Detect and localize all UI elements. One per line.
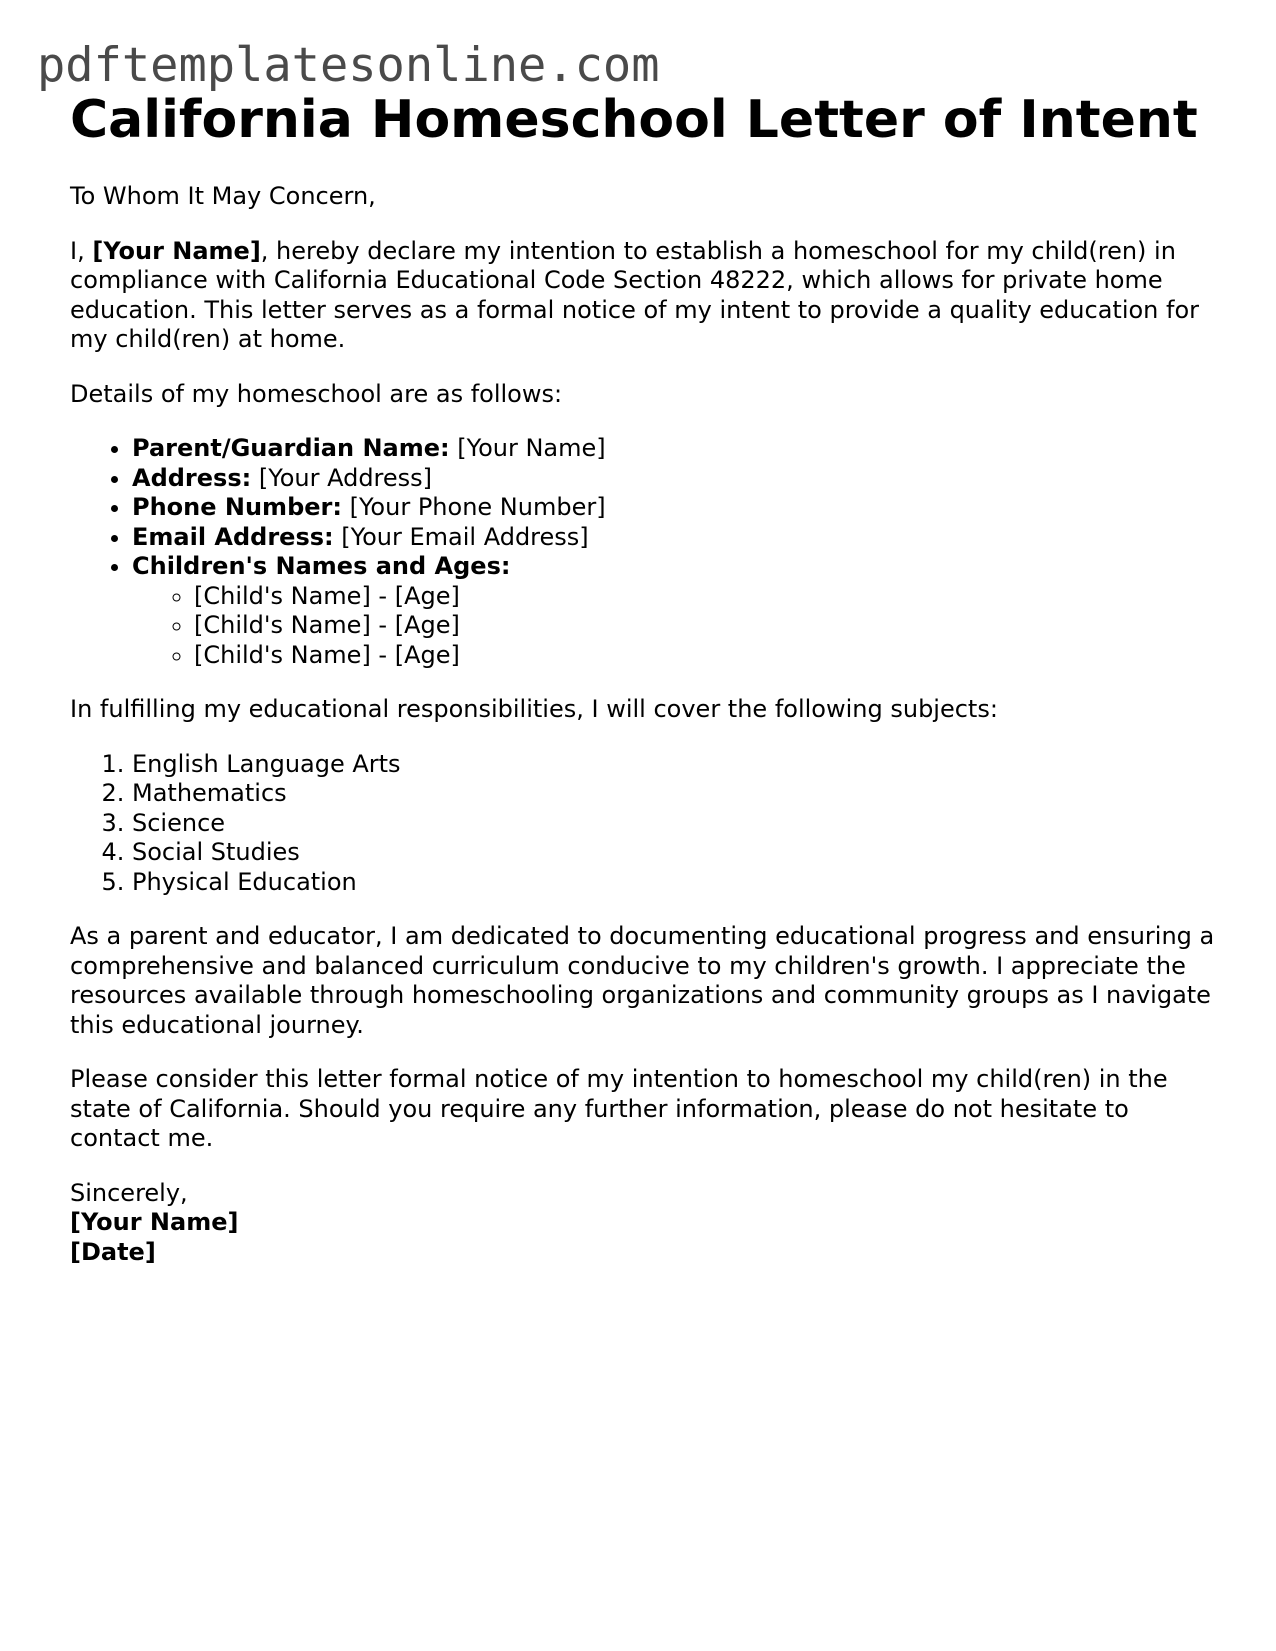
child-item: ◦ [Child's Name] - [Age] [194, 582, 1220, 612]
subject-item: 5. Physical Education [132, 868, 1220, 898]
commitment-paragraph: As a parent and educator, I am dedicated to documenting educational progress and ensuring a comprehensive and balanced curriculum conducive to my children's growth. I appreciate the resources available through homeschooling organizations and community groups as I navigate this educational journey. [70, 922, 1215, 1039]
subjects-lead: In fulfilling my educational responsibilities, I will cover the following subjects: [70, 695, 998, 723]
detail-label: Parent/Guardian Name: [132, 434, 450, 462]
subject-item: 4. Social Studies [132, 838, 1220, 868]
signoff-name: [Your Name] [70, 1208, 239, 1236]
details-lead: Details of my homeschool are as follows: [70, 379, 563, 408]
subjects-list [70, 750, 1220, 898]
intro-body: , hereby declare my intention to establish a homeschool for my child(ren) in compliance with California Educational Code Section 48222, which allows for private home education. This letter serves as a formal notice of my intent to provide a quality education for my child(ren) at home. [70, 236, 1200, 353]
subject-item: 2. Mathematics [132, 779, 1220, 809]
signoff-date: [Date] [70, 1237, 156, 1266]
intro-name-placeholder: [Your Name] [92, 236, 261, 265]
intro-prefix: I, [70, 236, 93, 265]
watermark-text: pdftemplatesonline.com [37, 38, 660, 93]
list-item [132, 493, 1220, 523]
detail-label: Email Address: [132, 522, 334, 551]
child-item: ◦ [Child's Name] - [Age] [194, 611, 1220, 641]
greeting: To Whom It May Concern, [70, 182, 376, 210]
detail-label: Children's Names and Ages: [132, 552, 511, 580]
closing-paragraph: Please consider this letter formal notice of my intention to homeschool my child(ren) in the state of California. Should you require any further information, please do not hesitate to contact me. [70, 1065, 1168, 1152]
subject-item: 1. English Language Arts [132, 750, 1220, 780]
child-item: ◦ [Child's Name] - [Age] [194, 641, 1220, 671]
list-item [132, 464, 1220, 494]
signoff-block [70, 1179, 1220, 1268]
list-item [132, 434, 1220, 464]
children-list [132, 582, 1220, 671]
detail-label: Phone Number: [132, 493, 342, 521]
detail-value: [Your Email Address] [341, 522, 589, 551]
detail-label: Address: [132, 463, 252, 492]
detail-value: [Your Address] [258, 463, 433, 492]
intro-paragraph [70, 237, 1220, 355]
details-list [70, 434, 1220, 670]
detail-value: [Your Name] [457, 434, 606, 462]
subject-item: 3. Science [132, 809, 1220, 839]
list-item [132, 552, 1220, 670]
list-item [132, 523, 1220, 553]
signoff-salutation: Sincerely, [70, 1178, 188, 1207]
page-title: California Homeschool Letter of Intent [70, 90, 1198, 150]
letter-document [70, 85, 1220, 1267]
detail-value: [Your Phone Number] [349, 493, 606, 521]
